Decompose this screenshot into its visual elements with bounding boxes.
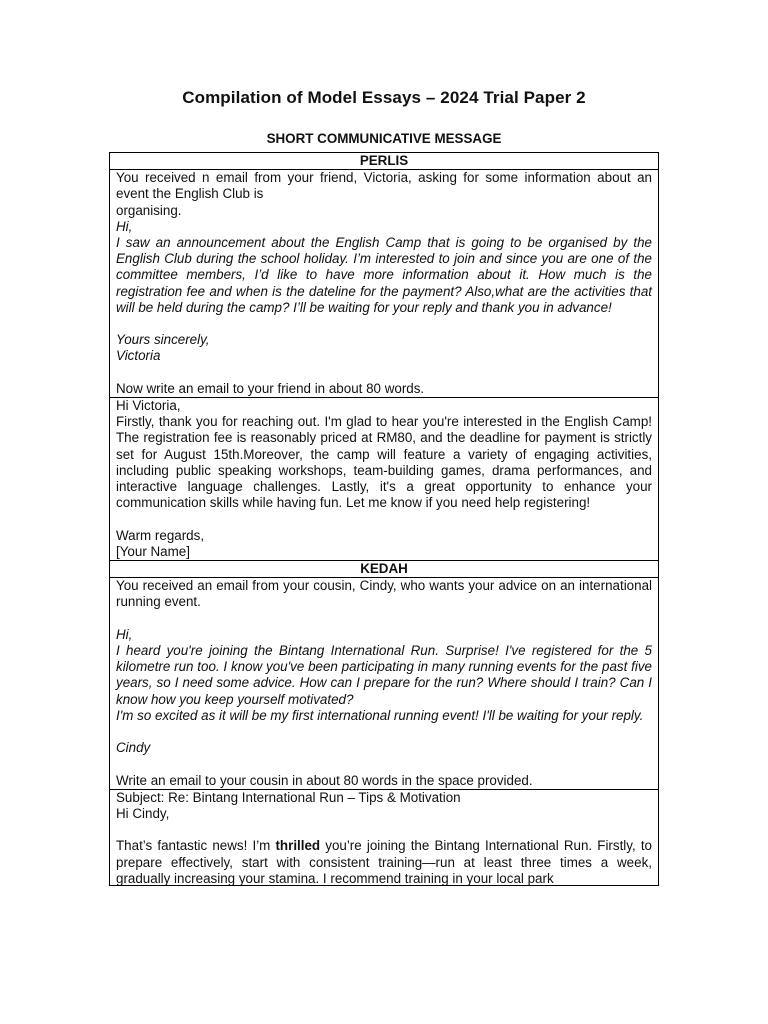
spacer [116, 724, 652, 740]
spacer [116, 365, 652, 381]
state-header-kedah: KEDAH [110, 561, 659, 578]
section-title: SHORT COMMUNICATIVE MESSAGE [266, 131, 502, 146]
letter-closing: Yours sincerely, [116, 332, 210, 348]
spacer [116, 756, 652, 772]
letter-greeting: Hi, [116, 218, 133, 234]
emphasis-word: thrilled [275, 838, 321, 854]
document-title: Compilation of Model Essays – 2024 Trial Paper 2 [182, 88, 586, 107]
question-cell-perlis [110, 170, 659, 398]
table-row [110, 153, 659, 170]
answer-greeting: Hi Cindy, [116, 806, 170, 822]
answer-closing: Warm regards, [116, 527, 205, 543]
table-row [110, 578, 659, 790]
answer-signature: [Your Name] [116, 543, 190, 559]
question-intro-cont: organising. [116, 202, 182, 218]
letter-body: I heard you're joining the Bintang International Run. Surprise! I've registered for the 5 kilometre run too. I know you've been participating in many running events for the past five years, so I need some advice. How can I prepare for the run? Where should I train? Can I know how you keep yourself motivated? [116, 643, 652, 707]
answer-body [116, 838, 652, 884]
answer-greeting: Hi Victoria, [116, 398, 181, 414]
letter-signature: Victoria [116, 348, 161, 364]
spacer [116, 822, 652, 838]
state-header-perlis: PERLIS [110, 153, 659, 170]
letter-greeting: Hi, [116, 626, 133, 642]
letter-body: I saw an announcement about the English Camp that is going to be organised by the English Club during the school holiday. I’m interested to join and since you are one of the committee members, I’d like to have more information about it. How much is the registration fee and when is the dateline for the payment? Also,what are the activities that will be held during the camp? I’ll be waiting for your reply and thank you in advance! [116, 235, 652, 315]
task-instruction: Now write an email to your friend in about 80 words. [116, 380, 425, 396]
task-instruction: Write an email to your cousin in about 80 words in the space provided. [116, 772, 533, 788]
spacer [116, 316, 652, 332]
essay-table [109, 152, 659, 886]
answer-clip [116, 790, 652, 885]
letter-body-continued: I'm so excited as it will be my first international running event! I'll be waiting for your reply. [116, 707, 644, 723]
answer-body-rest: you’re joining the Bintang International Run. Firstly, to prepare effectively, start with consistent training—run at least three times a week, gradually increasing your stamina. I recommend training in your local park [116, 838, 652, 885]
table-row [110, 398, 659, 561]
answer-body-start: That’s fantastic news! I’m [116, 838, 276, 854]
letter-signature: Cindy [116, 740, 151, 756]
spacer [116, 611, 652, 627]
answer-cell-perlis [110, 398, 659, 561]
answer-subject: Subject: Re: Bintang International Run – Tips & Motivation [116, 789, 461, 805]
question-intro: You received n email from your friend, Victoria, asking for some information about an event the English Club is [116, 170, 652, 202]
table-row [110, 170, 659, 398]
question-intro: You received an email from your cousin, Cindy, who wants your advice on an international running event. [116, 578, 652, 610]
answer-body: Firstly, thank you for reaching out. I'm glad to hear you're interested in the English Camp! The registration fee is reasonably priced at RM80, and the deadline for payment is strictly set for August 15th.Moreover, the camp will feature a variety of engaging activities, including public speaking workshops, team-building games, drama performances, and interactive language challenges. Lastly, it's a great opportunity to enhance your communication skills while having fun. Let me know if you need help registering! [116, 414, 652, 511]
table-row [110, 789, 659, 885]
spacer [116, 511, 652, 527]
question-cell-kedah [110, 578, 659, 790]
table-row [110, 561, 659, 578]
answer-cell-kedah [110, 789, 659, 885]
